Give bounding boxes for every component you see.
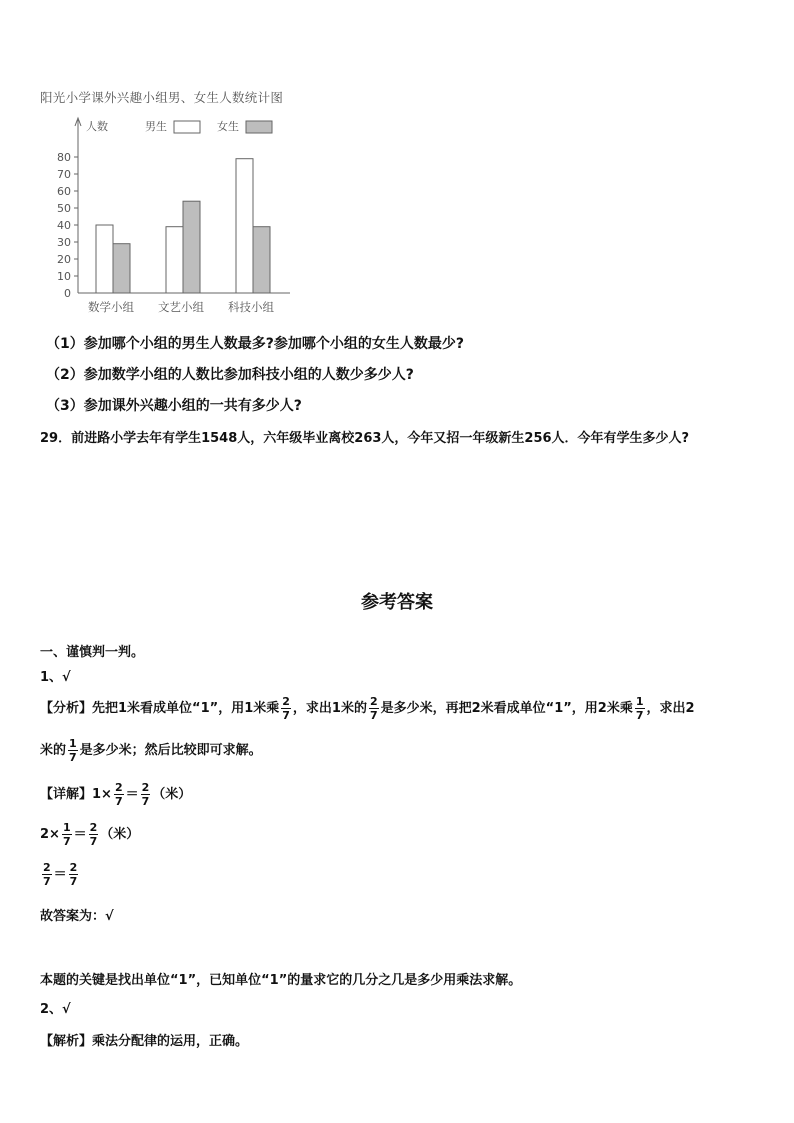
bar-girls [113,244,130,293]
detail-line-1: 【详解】1× $\frac{2}{7}$ ＝ $\frac{2}{7}$ （米） [40,781,192,808]
analysis-text-b: ，求出1米的 [292,701,367,716]
detail-tag: 【详解】 [40,787,93,802]
x-tick-label: 数学小组 [88,300,134,314]
chart-legend [145,119,272,133]
key-point: 本题的关键是找出单位“1”，已知单位“1”的量求它的几分之几是多少用乘法求解。 [40,973,522,988]
y-tick-label: 50 [57,202,71,215]
bar-chart [40,112,300,317]
analysis-text-c: 是多少米，再把2米看成单位“1”，用2米乘 [380,701,633,716]
analysis-tag: 【分析】 [40,701,93,716]
fraction-2-7: $\frac{2}{7}$ [43,861,51,888]
analysis-2-tag: 【解析】 [40,1034,93,1049]
y-tick-label: 20 [57,253,71,266]
conclusion: 故答案为：√ [40,909,114,924]
analysis-2 [40,1030,248,1049]
analysis-text-d: ，求出2 [646,701,695,716]
y-tick-label: 10 [57,270,71,283]
y-tick-label: 80 [57,151,71,164]
analysis-line-1 [40,694,695,724]
fraction-2-7: $\frac{2}{7}$ [89,821,98,848]
bar-boys [236,159,253,293]
bar-boys [166,227,183,293]
fraction-2-7: $\frac{2}{7}$ [369,695,378,722]
y-tick-label: 40 [57,219,71,232]
legend-swatch [174,121,200,133]
legend-label: 男生 [145,120,167,133]
section-1-title: 一、谨慎判一判。 [40,645,145,660]
fraction-1-7: $\frac{1}{7}$ [62,821,71,848]
bar-boys [96,225,113,293]
question-1: （1）参加哪个小组的男生人数最多?参加哪个小组的女生人数最少? [46,336,464,352]
chart-title: 阳光小学课外兴趣小组男、女生人数统计图 [40,90,284,105]
y-tick-label: 30 [57,236,71,249]
detail-line-2: 2× $\frac{1}{7}$ ＝ $\frac{2}{7}$ （米） [40,821,140,848]
analysis-text-e: 米的 [40,743,67,758]
analysis-line-2 [40,736,262,766]
analysis-text-a: 先把1米看成单位“1”，用1米乘 [92,701,280,716]
question-29: 29．前进路小学去年有学生1548人，六年级毕业离校263人，今年又招一年级新生256人．今年有学生多少人? [40,431,690,446]
fraction-2-7: $\frac{2}{7}$ [114,781,123,808]
question-3: （3）参加课外兴趣小组的一共有多少人? [46,398,302,414]
legend-label: 女生 [217,120,239,133]
x-tick-label: 科技小组 [228,300,274,314]
y-tick-label: 70 [57,168,71,181]
fraction-1-7: $\frac{1}{7}$ [69,737,77,764]
x-tick-label: 文艺小组 [158,300,204,314]
y-tick-label: 60 [57,185,71,198]
legend-swatch [246,121,272,133]
fraction-2-7: $\frac{2}{7}$ [69,861,78,888]
fraction-2-7: $\frac{2}{7}$ [141,781,150,808]
bar-girls [183,201,200,293]
answer-heading: 参考答案 [361,592,433,613]
fraction-2-7: $\frac{2}{7}$ [282,695,290,722]
bar-girls [253,227,270,293]
item-1-answer: 1、√ [40,670,71,685]
analysis-text-f: 是多少米；然后比较即可求解。 [79,743,262,758]
y-tick-label: 0 [64,287,71,300]
question-2: （2）参加数学小组的人数比参加科技小组的人数少多少人? [46,367,414,383]
y-axis-label: 人数 [86,120,108,133]
detail-line-3: $\frac{2}{7}$ ＝ $\frac{2}{7}$ [43,861,78,888]
item-2-answer: 2、√ [40,1002,71,1017]
fraction-1-7: $\frac{1}{7}$ [635,695,644,722]
chart-bars [96,159,270,293]
analysis-2-text: 乘法分配律的运用，正确。 [92,1034,249,1049]
